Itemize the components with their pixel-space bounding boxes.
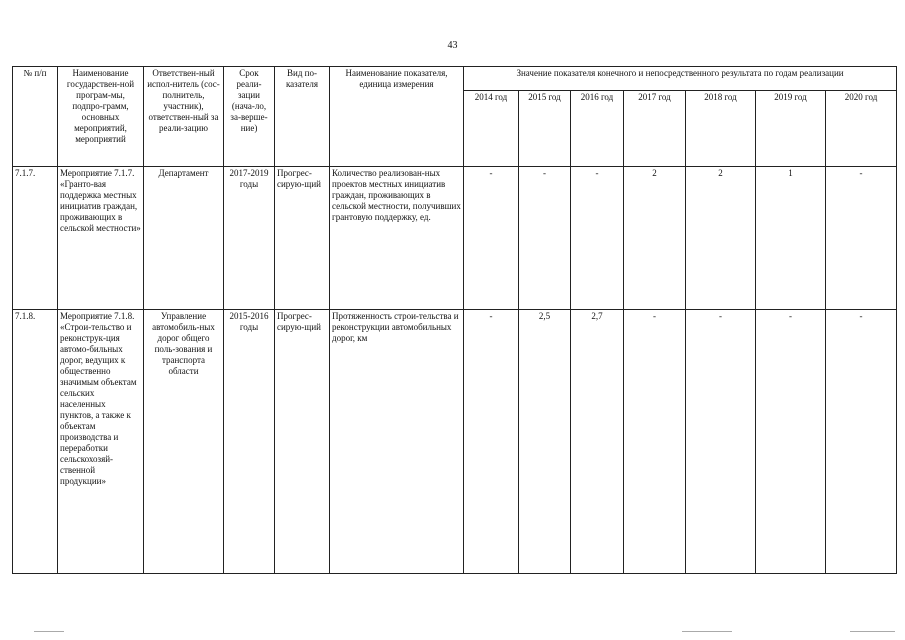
row-value: - [826,310,897,574]
row-responsible: Управление автомобиль-ных дорог общего поль-зования и транспорта области [144,310,224,574]
header-year: 2016 год [571,91,624,167]
row-value: - [464,167,519,310]
header-indicator-type: Вид по-казателя [275,67,330,167]
scan-edge-line [34,631,64,632]
row-num: 7.1.8. [13,310,58,574]
row-value: 2,7 [571,310,624,574]
header-year: 2015 год [519,91,571,167]
row-value: - [571,167,624,310]
row-value: - [756,310,826,574]
header-indicator-name: Наименование показателя, единица измерения [330,67,464,167]
row-indicator-name: Протяженность строи-тельства и реконструкции автомобильных дорог, км [330,310,464,574]
row-value: - [519,167,571,310]
header-year: 2017 год [624,91,686,167]
row-name: Мероприятие 7.1.7. «Гранто-вая поддержка местных инициатив граждан, проживающих в сельской местности» [58,167,144,310]
page-number: 43 [447,40,458,51]
header-responsible: Ответствен-ный испол-нитель (сос-полнитель, участник), ответствен-ный за реали-зацию [144,67,224,167]
header-year: 2019 год [756,91,826,167]
header-year: 2018 год [686,91,756,167]
row-indicator-type: Прогрес-сирую-щий [275,310,330,574]
row-num: 7.1.7. [13,167,58,310]
row-responsible: Департамент [144,167,224,310]
row-term: 2017-2019 годы [224,167,275,310]
row-value: - [826,167,897,310]
row-indicator-name: Количество реализован-ных проектов местных инициатив граждан, проживающих в сельской местности, получивших грантовую поддержку, ед. [330,167,464,310]
scan-edge-line [850,631,895,632]
row-value: 1 [756,167,826,310]
row-value: 2,5 [519,310,571,574]
header-year: 2020 год [826,91,897,167]
row-term: 2015-2016 годы [224,310,275,574]
row-name: Мероприятие 7.1.8. «Строи-тельство и реконструк-ция автомо-бильных дорог, ведущих к общественно значимым объектам сельских населенных пунктов, а также к объектам производства и переработки сельскохозяй-ственной продукции» [58,310,144,574]
table-row [13,167,897,310]
row-value: - [464,310,519,574]
row-indicator-type: Прогрес-сирую-щий [275,167,330,310]
row-value: 2 [624,167,686,310]
row-value: - [624,310,686,574]
scan-edge-line [682,631,732,632]
header-num: № п/п [13,67,58,167]
table-row [13,310,897,574]
header-name: Наименование государствен-ной програм-мы, подпро-грамм, основных мероприятий, мероприятий [58,67,144,167]
header-values-group: Значение показателя конечного и непосредственного результата по годам реализации [464,67,897,91]
header-year: 2014 год [464,91,519,167]
row-value: - [686,310,756,574]
row-value: 2 [686,167,756,310]
indicators-table [12,66,897,574]
header-term: Срок реали-зации (нача-ло, за-верше-ние) [224,67,275,167]
